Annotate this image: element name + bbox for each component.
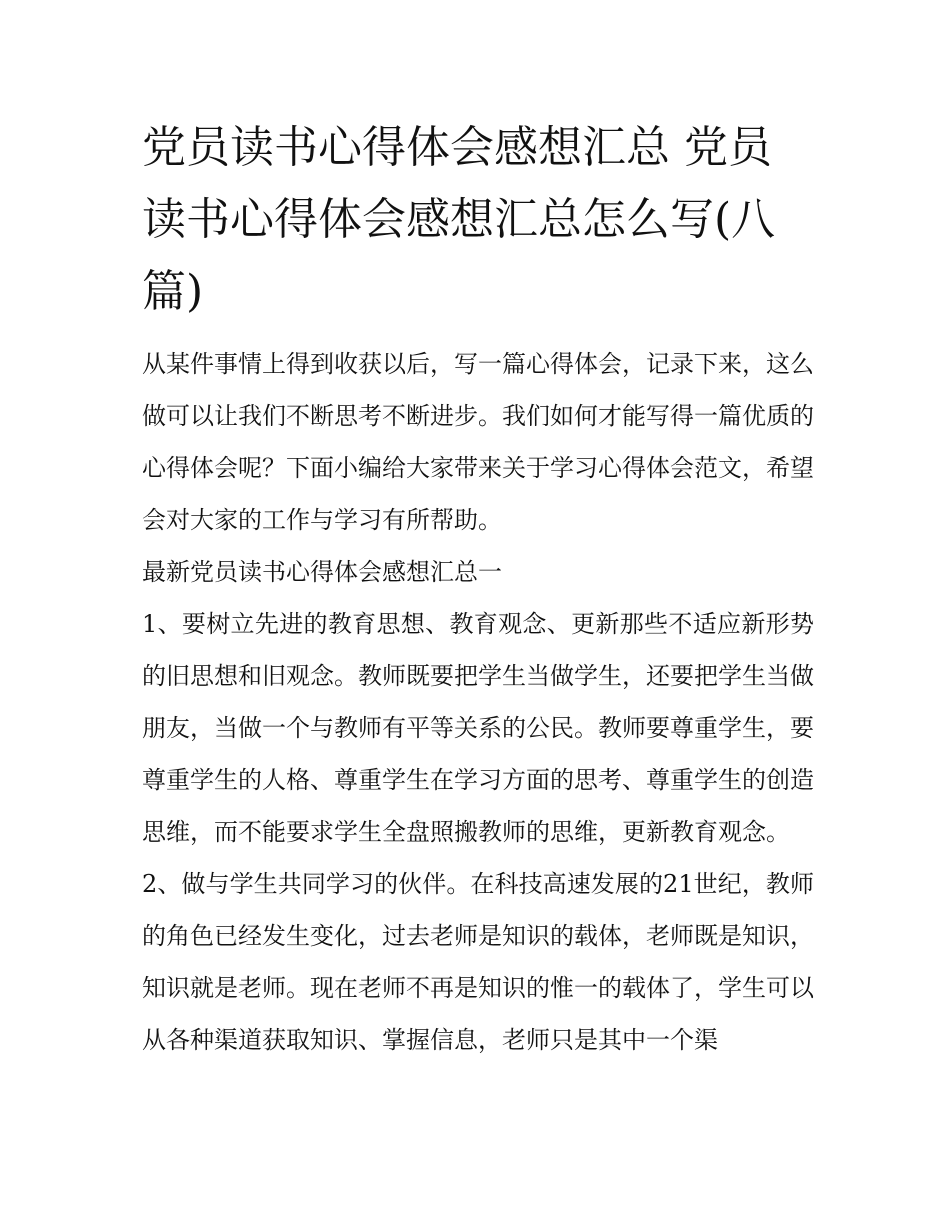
document-body [142,338,814,1066]
point-paragraph-2: 2、做与学生共同学习的伙伴。在科技高速发展的21世纪，教师的角色已经发生变化，过去老师是知识的载体，老师既是知识，知识就是老师。现在老师不再是知识的惟一的载体了，学生可以从各种渠道获取知识、掌握信息，老师只是其中一个渠 [142,870,814,1054]
document-content [142,112,814,1066]
intro-paragraph: 从某件事情上得到收获以后，写一篇心得体会，记录下来，这么做可以让我们不断思考不断进步。我们如何才能写得一篇优质的心得体会呢？下面小编给大家带来关于学习心得体会范文，希望会对大家的工作与学习有所帮助。 [142,350,814,534]
point-paragraph-1: 1、要树立先进的教育思想、教育观念、更新那些不适应新形势的旧思想和旧观念。教师既要把学生当做学生，还要把学生当做朋友，当做一个与教师有平等关系的公民。教师要尊重学生，要尊重学生的人格、尊重学生在学习方面的思考、尊重学生的创造思维，而不能要求学生全盘照搬教师的思维，更新教育观念。 [142,610,814,846]
section-heading-1: 最新党员读书心得体会感想汇总一 [142,558,502,586]
document-title: 党员读书心得体会感想汇总 党员读书心得体会感想汇总怎么写(八篇) [142,122,776,317]
